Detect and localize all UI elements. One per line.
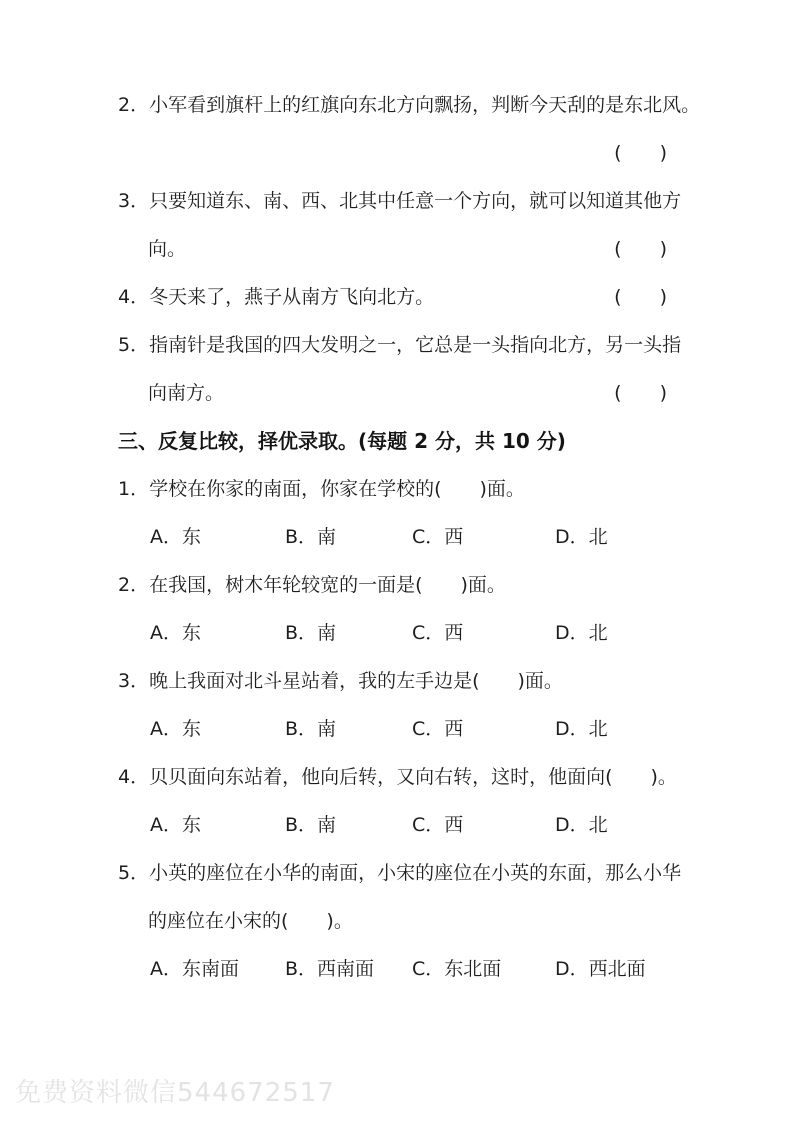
- option-item: A．东: [150, 814, 201, 836]
- question-text: 贝贝面向东站着，他向后转，又向右转，这时，他面向( )。: [149, 766, 677, 788]
- question-text: 只要知道东、南、西、北其中任意一个方向，就可以知道其他方: [149, 190, 682, 212]
- question-text: 指南针是我国的四大发明之一，它总是一头指向北方，另一头指: [149, 334, 682, 356]
- option-item: A．东南面: [150, 958, 239, 980]
- judge-section: [118, 81, 700, 417]
- section-title: 三、反复比较，择优录取。(每题 2 分，共 10 分): [118, 429, 566, 453]
- option-item: D．西北面: [555, 958, 646, 980]
- question-line: [118, 273, 700, 321]
- question-text: 冬天来了，燕子从南方飞向北方。: [149, 286, 435, 308]
- options-row: [118, 609, 700, 657]
- watermark-text: 免费资料微信544672517: [15, 1078, 335, 1108]
- question-number: 5．: [118, 334, 150, 356]
- option-item: D．北: [555, 814, 608, 836]
- answer-blank: ( ): [614, 382, 667, 404]
- answer-blank-line: [118, 129, 700, 177]
- option-item: B．南: [285, 526, 337, 548]
- question-line: [118, 369, 700, 417]
- question-text: 向。: [148, 238, 187, 260]
- question-line: [118, 849, 700, 897]
- question-line: [118, 753, 700, 801]
- option-item: C．西: [412, 526, 464, 548]
- question-text: 学校在你家的南面，你家在学校的( )面。: [149, 478, 525, 500]
- question-line: [118, 321, 700, 369]
- option-item: B．南: [285, 718, 337, 740]
- question-number: 3．: [118, 190, 150, 212]
- options-row: [118, 513, 700, 561]
- question-line: [118, 657, 700, 705]
- answer-blank: ( ): [614, 238, 667, 260]
- question-number: 3．: [118, 670, 150, 692]
- options-row: [118, 705, 700, 753]
- question-number: 5．: [118, 862, 150, 884]
- option-item: B．南: [285, 622, 337, 644]
- question-line: [118, 465, 700, 513]
- options-row: [118, 945, 700, 993]
- question-number: 4．: [118, 286, 150, 308]
- question-text: 的座位在小宋的( )。: [148, 910, 353, 932]
- question-number: 2．: [118, 574, 150, 596]
- option-item: D．北: [555, 526, 608, 548]
- worksheet-content: [118, 81, 700, 993]
- option-item: B．南: [285, 814, 337, 836]
- question-text: 小军看到旗杆上的红旗向东北方向飘扬，判断今天刮的是东北风。: [149, 94, 701, 116]
- question-text: 小英的座位在小华的南面，小宋的座位在小英的东面，那么小华: [149, 862, 682, 884]
- question-line: [118, 225, 700, 273]
- question-line: [118, 81, 700, 129]
- option-item: D．北: [555, 718, 608, 740]
- question-number: 4．: [118, 766, 150, 788]
- question-line: [118, 897, 700, 945]
- question-number: 1．: [118, 478, 150, 500]
- answer-blank: ( ): [614, 286, 667, 308]
- choice-section: [118, 465, 700, 993]
- question-text: 向南方。: [148, 382, 225, 404]
- option-item: C．西: [412, 718, 464, 740]
- option-item: C．西: [412, 814, 464, 836]
- options-row: [118, 801, 700, 849]
- question-number: 2．: [118, 94, 150, 116]
- question-line: [118, 177, 700, 225]
- option-item: A．东: [150, 622, 201, 644]
- option-item: A．东: [150, 718, 201, 740]
- question-text: 在我国，树木年轮较宽的一面是( )面。: [149, 574, 506, 596]
- answer-blank: ( ): [614, 142, 667, 164]
- option-item: D．北: [555, 622, 608, 644]
- question-text: 晚上我面对北斗星站着，我的左手边是( )面。: [149, 670, 563, 692]
- option-item: A．东: [150, 526, 201, 548]
- option-item: B．西南面: [285, 958, 375, 980]
- question-line: [118, 561, 700, 609]
- option-item: C．西: [412, 622, 464, 644]
- option-item: C．东北面: [412, 958, 502, 980]
